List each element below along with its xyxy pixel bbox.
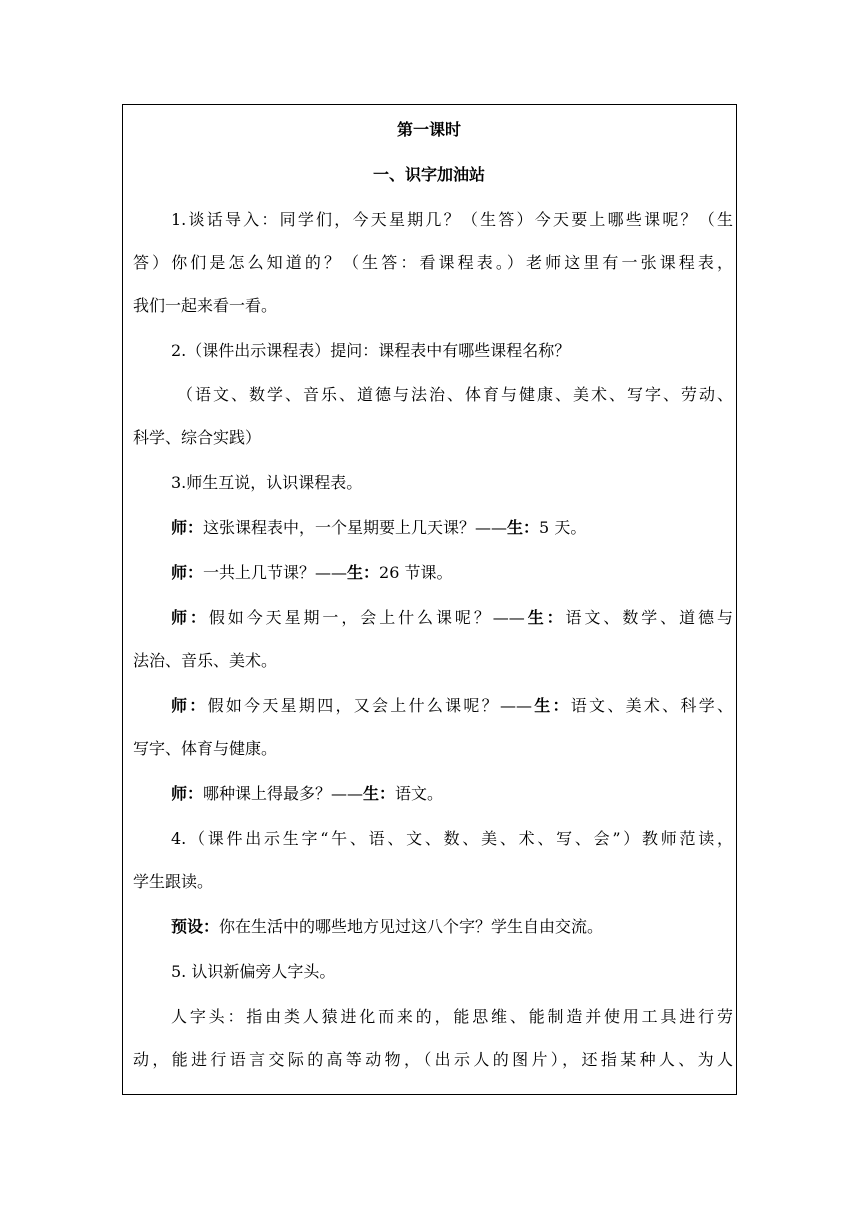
- paragraph-intro-line1: 1.谈话导入：同学们，今天星期几？（生答）今天要上哪些课呢？（生: [171, 210, 733, 229]
- student-label: 生：: [507, 518, 540, 537]
- preset-text: 你在生活中的哪些地方见过这八个字？学生自由交流。: [219, 917, 604, 936]
- dialog-monday: [125, 603, 733, 633]
- lesson-table-cell: [122, 104, 737, 1095]
- teacher-label: 师：: [171, 608, 209, 627]
- student-answer: 26 节课。: [379, 563, 453, 582]
- teacher-question: 一共上几节课？——: [203, 563, 348, 582]
- lesson-content: [125, 105, 733, 1075]
- paragraph-new-characters-line1: 4.（课件出示生字“午、语、文、数、美、术、写、会”）教师范读，: [171, 829, 733, 848]
- teacher-question: 假如今天星期四，又会上什么课呢？——: [207, 696, 532, 715]
- paragraph-mutual-talk: 3.师生互说，认识课程表。: [171, 473, 363, 492]
- paragraph-courseware: 2.（课件出示课程表）提问：课程表中有哪些课程名称？: [171, 341, 571, 360]
- paragraph-intro-line3: 我们一起来看一看。: [133, 296, 278, 315]
- paragraph-course-list-line1: （语文、数学、音乐、道德与法治、体育与健康、美术、写字、劳动、: [177, 385, 733, 404]
- dialog-thursday: [125, 691, 733, 721]
- teacher-label: 师：: [171, 518, 204, 537]
- paragraph-person-radical-line2: 动，能进行语言交际的高等动物，（出示人的图片），还指某种人、为人: [133, 1050, 733, 1069]
- teacher-label: 师：: [171, 784, 204, 803]
- student-label: 生：: [347, 563, 380, 582]
- paragraph-person-radical-line1: 人字头：指由类人猿进化而来的，能思维、能制造并使用工具进行劳: [171, 1007, 733, 1026]
- dialog-thursday-line2: 写字、体育与健康。: [133, 739, 278, 758]
- dialog-most: [125, 779, 733, 809]
- teacher-label: 师：: [171, 696, 208, 715]
- student-label: 生：: [363, 784, 396, 803]
- student-answer: 语文、数学、道德与: [565, 608, 733, 627]
- dialog-monday-line2: 法治、音乐、美术。: [133, 651, 278, 670]
- paragraph-preset: [125, 912, 733, 942]
- dialog-lessons: [125, 558, 733, 588]
- section-heading: 一、识字加油站: [372, 165, 485, 184]
- paragraph-intro-line2: 答）你们是怎么知道的？（生答：看课程表。）老师这里有一张课程表，: [133, 253, 733, 272]
- preset-label: 预设：: [171, 917, 220, 936]
- student-label: 生：: [524, 608, 566, 627]
- student-answer: 语文。: [395, 784, 444, 803]
- lesson-title: 第一课时: [396, 120, 461, 139]
- student-label: 生：: [531, 696, 571, 715]
- student-answer: 5 天。: [539, 518, 587, 537]
- teacher-label: 师：: [171, 563, 204, 582]
- teacher-question: 假如今天星期一，会上什么课呢？——: [208, 608, 525, 627]
- teacher-question: 哪种课上得最多？——: [203, 784, 364, 803]
- paragraph-course-list-line2: 科学、综合实践）: [133, 428, 262, 447]
- paragraph-new-characters-line2: 学生跟读。: [133, 872, 214, 891]
- teacher-question: 这张课程表中，一个星期要上几天课？——: [203, 518, 508, 537]
- paragraph-radical: 5. 认识新偏旁人字头。: [171, 962, 336, 981]
- dialog-days: [125, 513, 733, 543]
- student-answer: 语文、美术、科学、: [570, 696, 733, 715]
